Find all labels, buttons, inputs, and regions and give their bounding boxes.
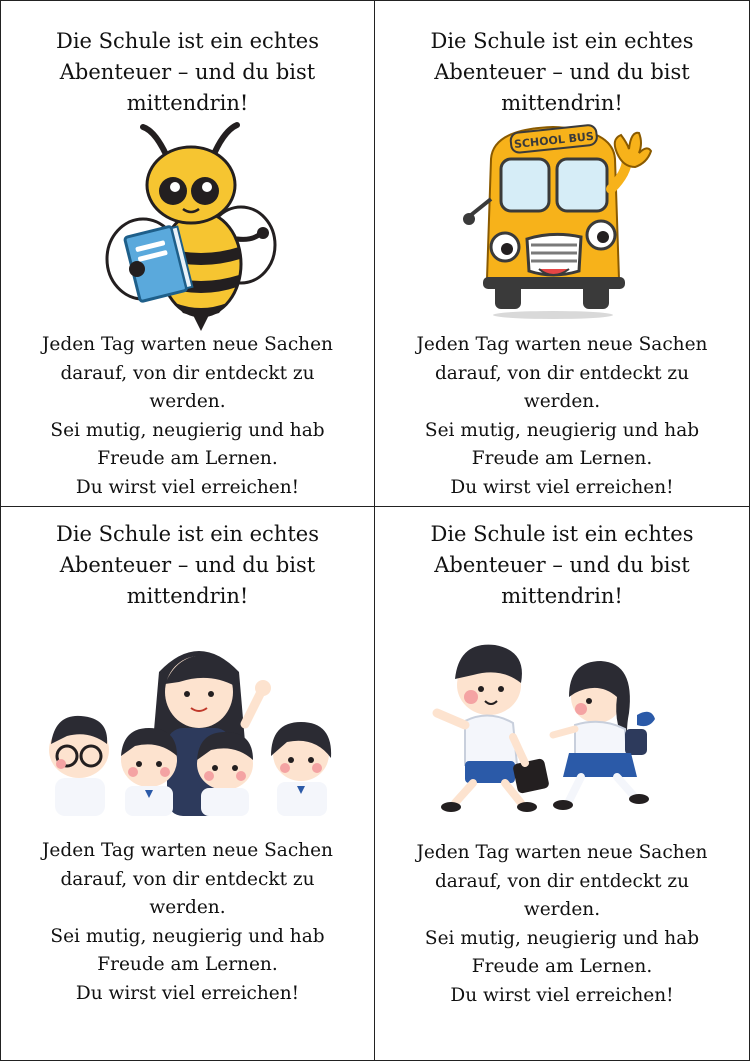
title-line: Abenteuer – und du bist: [59, 60, 316, 84]
body-line: Jeden Tag warten neue Sachen: [42, 334, 333, 355]
card-kids-running: [375, 507, 749, 1060]
body-line: Sei mutig, neugierig und hab: [424, 927, 700, 949]
teacher-with-children-illustration: [39, 632, 339, 817]
body-line: Du wirst viel erreichen!: [75, 476, 300, 498]
title-line: Die Schule ist ein echtes: [430, 29, 694, 53]
title-line: mittendrin!: [501, 584, 623, 608]
card-teacher-children: [1, 507, 375, 1060]
card-body: [1, 837, 374, 1008]
title-line: mittendrin!: [501, 91, 623, 115]
body-line: Du wirst viel erreichen!: [75, 982, 300, 1004]
title-line: Abenteuer – und du bist: [434, 553, 690, 577]
card-title: [375, 26, 749, 119]
bee-with-book-illustration: [101, 119, 281, 334]
body-line: Du wirst viel erreichen!: [450, 476, 674, 498]
card-body: [375, 331, 749, 502]
body-line: Sei mutig, neugierig und hab: [50, 419, 325, 441]
body-line: darauf, von dir entdeckt zu: [60, 868, 315, 890]
title-line: mittendrin!: [126, 584, 249, 608]
two-kids-running-illustration: [429, 637, 684, 817]
body-line: Jeden Tag warten neue Sachen: [42, 840, 333, 861]
card-title: [1, 26, 374, 119]
card-title: [375, 519, 749, 612]
body-line: darauf, von dir entdeckt zu: [434, 870, 690, 892]
body-line: Jeden Tag warten neue Sachen: [416, 842, 708, 863]
body-line: Freude am Lernen.: [97, 954, 278, 975]
card-bee: [1, 1, 375, 507]
title-line: mittendrin!: [126, 91, 249, 115]
body-line: darauf, von dir entdeckt zu: [434, 362, 690, 384]
title-line: Die Schule ist ein echtes: [56, 29, 319, 53]
body-line: werden.: [523, 391, 601, 412]
bus-sign-text: SCHOOL BUS: [513, 129, 595, 152]
body-line: darauf, von dir entdeckt zu: [60, 362, 315, 384]
title-line: Abenteuer – und du bist: [434, 60, 690, 84]
body-line: werden.: [149, 391, 226, 412]
body-line: Sei mutig, neugierig und hab: [50, 925, 325, 947]
title-line: Die Schule ist ein echtes: [56, 522, 319, 546]
body-line: Sei mutig, neugierig und hab: [424, 419, 700, 441]
body-line: Freude am Lernen.: [97, 448, 278, 469]
body-line: Jeden Tag warten neue Sachen: [416, 334, 708, 355]
title-line: Abenteuer – und du bist: [59, 553, 316, 577]
body-line: Du wirst viel erreichen!: [450, 984, 674, 1006]
card-body: [1, 331, 374, 502]
school-bus-illustration: [461, 119, 661, 319]
body-line: Freude am Lernen.: [471, 448, 653, 469]
body-line: Freude am Lernen.: [471, 956, 653, 977]
card-title: [1, 519, 374, 612]
title-line: Die Schule ist ein echtes: [430, 522, 694, 546]
card-body: [375, 839, 749, 1010]
body-line: werden.: [149, 897, 226, 918]
body-line: werden.: [523, 899, 601, 920]
card-school-bus: [375, 1, 749, 507]
